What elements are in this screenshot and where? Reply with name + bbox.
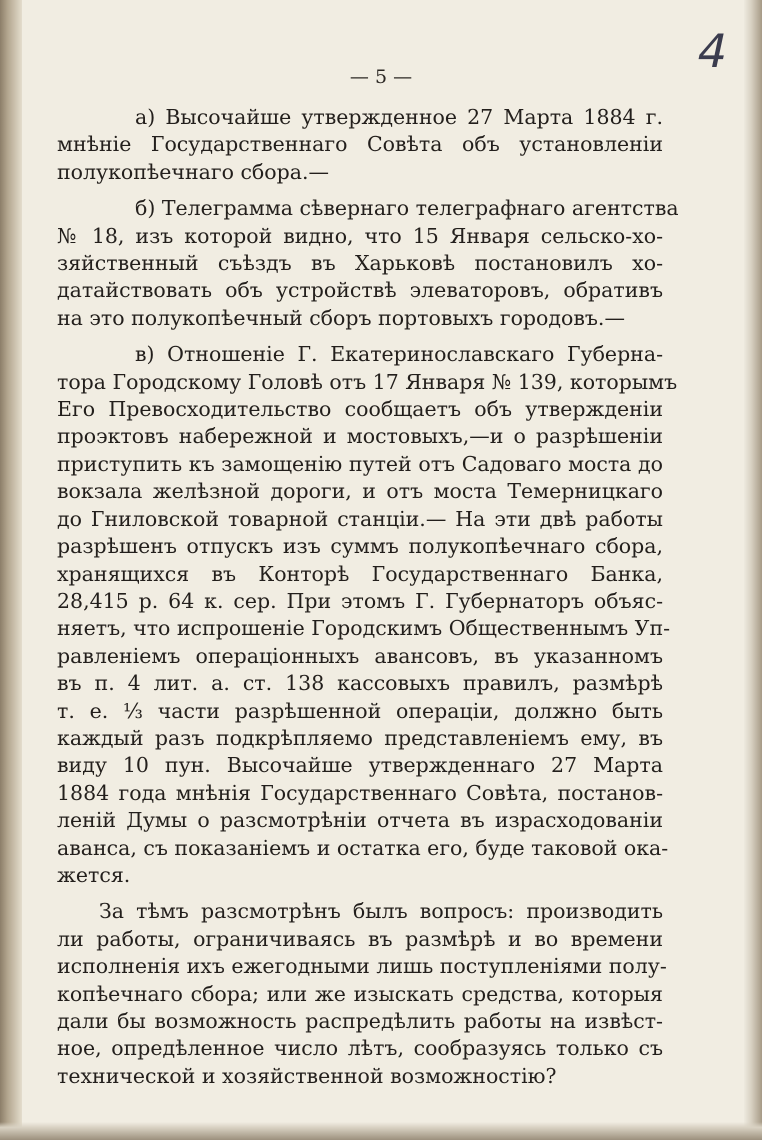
text-line: б) Телеграмма сѣвернаго телеграфнаго агентства (135, 196, 679, 221)
text-line: зяйственный съѣздъ въ Харьковѣ постановилъ хо- (57, 251, 663, 276)
page-number: — 5 — (349, 66, 413, 88)
text-line: виду 10 пун. Высочайше утвержденнаго 27 Марта (57, 753, 663, 778)
text-line: копѣечнаго сбора; или же изыскать средства, которыя (57, 981, 663, 1006)
text-line: приступить къ замощенію путей отъ Садоваго моста до (57, 451, 663, 476)
text-line: до Гниловской товарной станціи.— На эти двѣ работы (57, 506, 663, 531)
text-line: няетъ, что испрошеніе Городскимъ Общественнымъ Уп- (57, 616, 671, 641)
text-line: разрѣшенъ отпускъ изъ суммъ полукопѣечнаго сбора, (57, 534, 663, 559)
text-line: технической и хозяйственной возможностію? (57, 1063, 557, 1088)
text-line: мнѣніе Государственнаго Совѣта объ установленіи (57, 132, 663, 157)
text-line: т. е. ⅓ части разрѣшенной операціи, должно быть (57, 698, 663, 723)
text-line: аванса, съ показаніемъ и остатка его, буде таковой ока- (57, 835, 669, 860)
paragraph-v (57, 341, 678, 889)
text-line: а) Высочайше утвержденное 27 Марта 1884 г. (135, 105, 663, 129)
text-line: За тѣмъ разсмотрѣнъ былъ вопросъ: производить (99, 899, 663, 924)
text-line: Его Превосходительство сообщаетъ объ утвержденіи (57, 397, 663, 422)
text-line: тора Городскому Головѣ отъ 17 Января № 139, которымъ (57, 369, 678, 394)
paragraph-b (57, 195, 679, 332)
archive-page-mark: 4 (692, 24, 734, 78)
page-right-edge (744, 0, 762, 1140)
page-bottom-edge (0, 1122, 762, 1140)
text-line: на это полукопѣечный сборъ портовыхъ городовъ.— (57, 305, 625, 330)
text-line: дали бы возможность распредѣлить работы на извѣст- (57, 1009, 663, 1033)
text-line: равленіемъ операціонныхъ авансовъ, въ указанномъ (57, 643, 663, 668)
text-line: въ п. 4 лит. а. ст. 138 кассовыхъ правилъ, размѣрѣ (57, 671, 663, 696)
text-line: № 18, изъ которой видно, что 15 Января сельско-хо- (57, 223, 663, 248)
text-line: 28,415 р. 64 к. сер. При этомъ Г. Губернаторъ объяс- (57, 588, 663, 613)
text-line: исполненія ихъ ежегодными лишь поступленіями полу- (57, 954, 667, 979)
text-line: хранящихся въ Конторѣ Государственнаго Банка, (57, 561, 663, 586)
text-line: в) Отношеніе Г. Екатеринославскаго Губерна- (135, 342, 663, 367)
text-line: леній Думы о разсмотрѣніи отчета въ израсходованіи (57, 808, 663, 833)
text-line: жется. (57, 862, 131, 887)
text-line: ли работы, ограничиваясь въ размѣрѣ и во времени (57, 926, 663, 951)
text-line: полукопѣечнаго сбора.— (57, 159, 329, 184)
paragraph-a (57, 104, 663, 186)
paragraph-conclusion (57, 898, 667, 1090)
text-line: вокзала желѣзной дороги, и отъ моста Темерницкаго (57, 479, 663, 504)
text-line: 1884 года мнѣнія Государственнаго Совѣта, постанов- (57, 780, 663, 805)
text-line: каждый разъ подкрѣпляемо представленіемъ ему, въ (57, 725, 663, 750)
document-body (57, 104, 679, 1099)
page-left-edge (0, 0, 22, 1140)
text-line: проэктовъ набережной и мостовыхъ,—и о разрѣшеніи (57, 424, 663, 449)
text-line: ное, опредѣленное число лѣтъ, сообразуясь только съ (57, 1036, 663, 1061)
text-line: датайствовать объ устройствѣ элеваторовъ, обративъ (57, 278, 663, 303)
